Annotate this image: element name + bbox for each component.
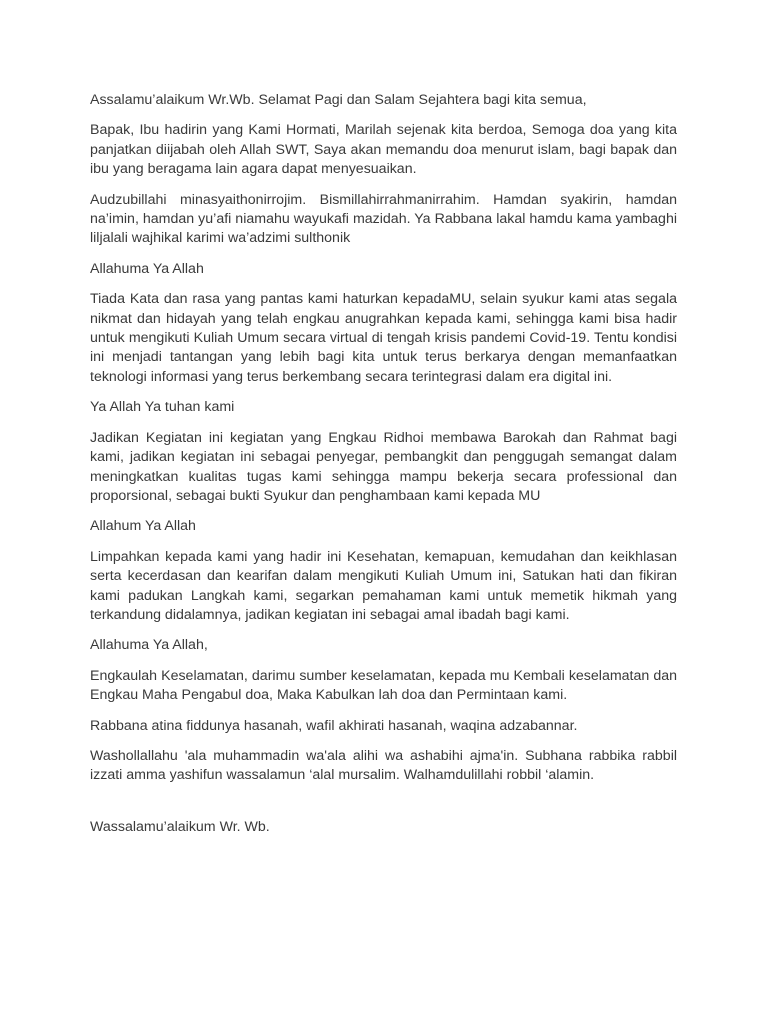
health-paragraph: Limpahkan kepada kami yang hadir ini Kesehatan, kemapuan, kemudahan dan keikhlasan serta kecerdasan dan kearifan dalam mengikuti Kuliah Umum ini, Satukan hati dan fikiran kami padukan Langkah kami, segarkan pemahaman kami untuk memetik hikmah yang terkandung didalamnya, jadikan kegiatan ini sebagai amal ibadah bagi kami. xyxy=(90,548,677,623)
gratitude-paragraph: Tiada Kata dan rasa yang pantas kami haturkan kepadaMU, selain syukur kami atas segala nikmat dan hidayah yang telah engkau anugrahkan kepada kami, sehingga kami bisa hadir untuk mengikuti Kuliah Umum secara virtual di tengah krisis pandemi Covid-19. Tentu kondisi ini menjadi tantangan yang lebih bagi kita untuk terus berkarya dengan memanfaatkan teknologi informasi yang terus berkembang secara terintegrasi dalam era digital ini. xyxy=(90,291,677,385)
invocation-heading-4: Allahuma Ya Allah, xyxy=(90,637,208,654)
document-page xyxy=(90,91,677,848)
rabbana-paragraph: Rabbana atina fiddunya hasanah, wafil akhirati hasanah, waqina adzabannar. xyxy=(90,717,578,734)
invocation-heading-3: Allahum Ya Allah xyxy=(90,518,196,535)
greeting-closing: Wassalamu’alaikum Wr. Wb. xyxy=(90,818,270,835)
greeting-opening: Assalamu’alaikum Wr.Wb. Selamat Pagi dan Salam Sejahtera bagi kita semua, xyxy=(90,92,587,108)
blessing-paragraph: Jadikan Kegiatan ini kegiatan yang Engkau Ridhoi membawa Barokah dan Rahmat bagi kami, jadikan kegiatan ini sebagai penyegar, pembangkit dan penggugah semangat dalam meningkatkan kualitas tugas kami sehingga mampu bekerja secara professional dan proporsional, sebagai bukti Syukur dan penghambaan kami kepada MU xyxy=(90,429,677,504)
sholawat-paragraph: Washollallahu 'ala muhammadin wa'ala alihi wa ashabihi ajma'in. Subhana rabbika rabbil izzati amma yashifun wassalamun ‘alal mursalim. Walhamdulillahi robbil ‘alamin. xyxy=(90,747,677,784)
invocation-heading-1: Allahuma Ya Allah xyxy=(90,260,204,277)
safety-paragraph: Engkaulah Keselamatan, darimu sumber keselamatan, kepada mu Kembali keselamatan dan Engkau Maha Pengabul doa, Maka Kabulkan lah doa dan Permintaan kami. xyxy=(90,667,677,704)
invitation-paragraph: Bapak, Ibu hadirin yang Kami Hormati, Marilah sejenak kita berdoa, Semoga doa yang kita panjatkan diijabah oleh Allah SWT, Saya akan memandu doa menurut islam, bagi bapak dan ibu yang beragama lain agara dapat menyesuaikan. xyxy=(90,122,677,178)
opening-prayer-paragraph: Audzubillahi minasyaithonirrojim. Bismillahirrahmanirrahim. Hamdan syakirin, hamdan na’imin, hamdan yu’afi niamahu wayukafi mazidah. Ya Rabbana lakal hamdu kama yambaghi liljalali wajhikal karimi wa’adzimi sulthonik xyxy=(90,191,677,247)
invocation-heading-2: Ya Allah Ya tuhan kami xyxy=(90,399,235,416)
